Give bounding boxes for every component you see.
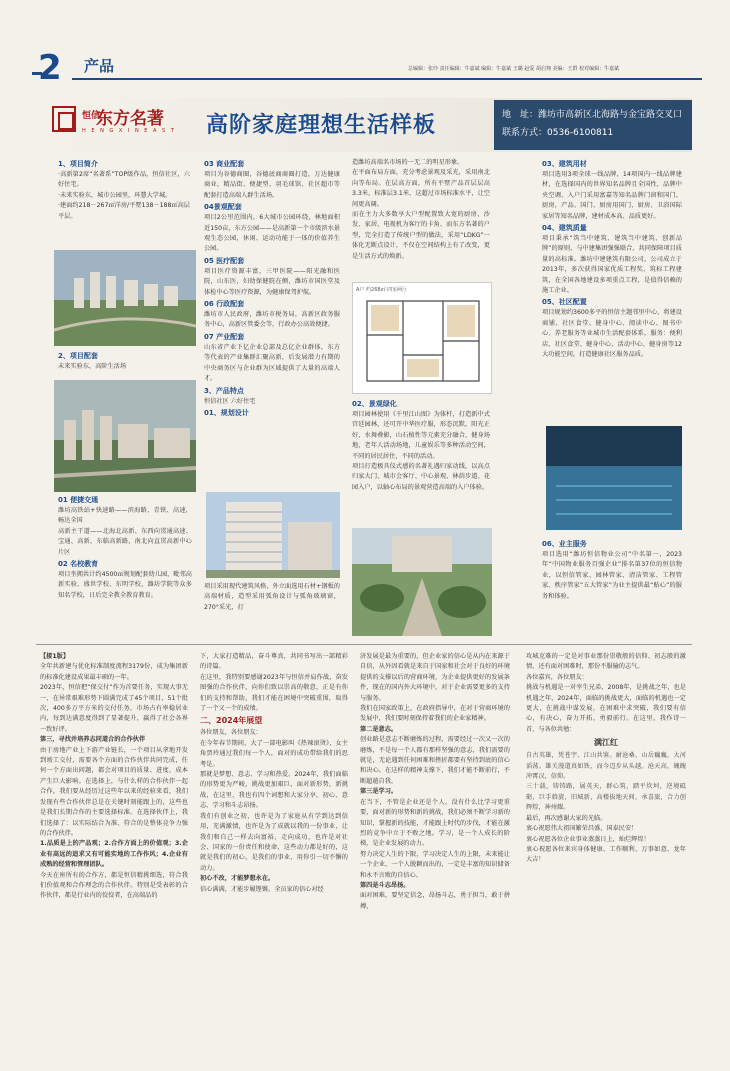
poem-title: 满江红 [594,738,618,748]
article-p22: 最后，再次感谢大家的光临。 [526,814,607,822]
industry-p: 山东省产业下亿企业总部及总亿企业群体，东方等代表的产业集群汇聚高新，后发展潜力有期的中央商务区与企业群为区域提供了大量的高端人才。 [204,343,340,383]
brand-name: 东方名著 [96,109,164,129]
heading-greening: 02、景观绿化 [352,400,397,408]
article-p5: 今天在座所有的合作方，都是恒信精挑细选，符合我们价值观和合作理念的合作伙伴。特别是受表彰的合作伙伴，都是行业内的佼佼者，在高端品的 [40,871,188,900]
col3-body-top [352,158,490,278]
article-heading-partners: 第三，寻找并培养志同道合的合作伙伴 [40,736,146,744]
col1-intro [58,158,190,248]
article-p21: 挑战与机遇是一对孪生兄弟，2008年，是挑战之年，也是机遇之年，2024年，面临的挑战更大，面临的机遇也一定更大，在挑战中谋发展，在困难中求突破，我们要有信心，有决心，奋力开拓，勇毅前行。在这里，我作诗一首，与各位共勉： [526,684,686,733]
address-line: 地 址：潍坊市高新区北海路与金宝路交叉口 [502,110,683,120]
intro-p2: ·未来实验东，城市公园里，环慧大学城。 [58,191,172,199]
aerial-photo-1 [54,250,196,346]
heading-industry: 07 产业配套 [204,332,245,341]
admin-p: 潍坊市人民政府，潍坊市税务局，高新区政务服务中心，高新区管委会等，行政办公高效便捷。 [204,311,340,329]
landscape-p: 项目2公里范围内，6大城市公园环绕，林地面积近150亩，东方公园——是高新第一个市级滨水景观生态公园，休闲、运动功能于一体的价值养生公园。 [204,214,340,253]
page-header [0,0,730,90]
article-p23: 衷心祝愿伟大祖国繁荣昌盛，国泰民安！ [526,825,638,833]
col3-p1: 造潍坊高端名市场的一无二的明星形象。 [352,159,464,166]
heading-community: 05、社区配置 [542,298,587,307]
poem-stanza-2: 三十载，铸铸路，展英天，群心筑，踏平坎坷，逆境砥砺，巨手斡旋，旧城新，高楼拔地天间，承喜旅，合力创辉煌，神州耀。 [526,783,686,812]
community-p: 项目规划约3600多平的恒信主题邻里中心，将建设商铺、社区食堂、健身中心、阅读中心、图书中心、养老服务等业城市生活配套体系，服务：便利店、社区食堂、健身中心、活动中心、健身房等12大功能空间，打造健康社区服务品质。 [542,309,682,359]
pool-photo [546,426,682,530]
article-p9: 在今年春节期间，大了一部电影叫《热辣滚烫》，女主角贾玲通过我们每一个人，面对的成功带给我们的思考是。 [200,739,348,768]
materials-p: 项目选用3项全球一线品牌，14项国内一线品牌建材，在选择国内的世界知名品牌且全国性，品牌中央空调、入户门采用富嘉等知名品牌门窗和国门、厨房，产品、国门、厨房用国门、厨房、卫浴国际家居等知名品牌，建材成本高、品质更好。 [542,171,682,220]
brand-english: H E N G X I N E A S T [82,128,176,134]
article-col1 [40,652,188,1064]
features-tagline: 恒信社区 六好住宅 [204,397,256,405]
article-p11: 我们有创业之初，也许是为了家庭从有学到达到信用，充满激情，也许是为了成就以我的一份事业，让我们和自己一样去向富裕，走向成功，也许是对社会、国家的一份责任和使命，这些动力都是好的，这就是我们的初心，是我们的事业，用你引一切不懈的动力。 [200,812,348,872]
heading-admin: 06 行政配套 [204,300,245,309]
article-col2 [200,652,348,1064]
article-p14: 我们在国家政策上，在政府指导中，在对于营商环境的发展中，我们要时刻保持着我们的企业家精神。 [360,705,510,723]
article-p7: 在这里，我特别要感谢2023年与恒信并肩作战，奋发图强的合作伙伴，向你们致以崇高的敬意，正是有你们的支持和帮助，我们才能在困境中突破重围，取得了一个又一个的成绩。 [200,673,348,713]
heading-owner-service: 06、业主服务 [542,540,587,548]
article-heading-will: 第二是意志。 [360,725,398,733]
col2-body [204,158,340,488]
continued-tag: 【接1版】 [40,653,70,660]
col3-landscape [352,398,490,526]
address-box [494,100,692,150]
quality-p: 项目秉承“筑当中建筑、建筑当中建筑、创新品牌”的原则，与中建集团强强联合，共同保障项目质量的高标准。潍坊中建建筑有限公司，公司成立于2013年，多次获得国家优质工程奖，筑标工程建筑，在全国各地建设多项重点工程，是值得信赖的施工企业。 [542,235,682,295]
col4-body [542,158,682,418]
transport-p1: 潍坊高铁站+快速路——滨海路、青铁、高速，畅达全国 [58,507,192,525]
col3-p3: 而在主力大多数享大户型配置致大宽的厨房，沙发、家居，电视机为客厅的卡角、而东方名著的户型，完全打造了传统户型的做法，采用“LDKG”一体化无断点设计，不仅在空间结构上有了改变，更是生活方式的焕新。 [352,211,490,260]
heading-materials: 03、建筑用材 [542,160,587,168]
article-p24: 衷心祝愿各位企业事业蒸蒸日上，灿烂辉煌！ [526,835,650,843]
article-p6: 下，大家打造精品，奋斗尊真，共同书写出一部精彩的诗篇。 [200,653,348,671]
article-heading-2024: 二、2024年展望 [200,716,263,726]
medical-p: 项目医疗资源丰富，三甲医院——阳光融和医院，山东医，妇幼保健院在侧，潍坊市国医堂及体检中心等医疗资源，为健康保驾护航。 [204,267,340,296]
col2-planning [204,582,340,634]
building-render-photo [206,492,340,578]
greening-p2: 项目打造极具仪式感的名著礼遇归家动线，以高点归家大门、城市会客厅、中心景观、林荫步道、花园入户，以轴心布局的景观营造高端的入户体验。 [352,463,490,491]
education-p: 项目坐拥共计约4500㎡规划配套幼儿园，毗邻高新实验、盛世学校、东明学校，潍坊学院等众多知名学校，日后完全教全教育教育。 [58,571,192,599]
planning-p: 项目采用现代建筑风格，外立面选用石材+钢板的高端材质，造型采用弧角设计与弧角玻璃窗，270°采光，打 [204,583,340,611]
article-col4 [526,652,686,1064]
heading-project-intro: 1、项目简介 [58,160,98,168]
article-p17: 努力决定人生的下限，学习决定人生的上限，未来能让一个企业，一个人脱颖而出的，一定是丰富的知识储备和永不言败的自信心。 [360,850,510,879]
amenities-tagline: 未来实验东，高阶生活场 [58,363,127,370]
heading-project-amenities: 2、项目配套 [58,352,98,360]
aerial-photo-2 [54,380,196,492]
article-heading-initial: 初心不改，才能梦想永在。 [200,875,275,883]
garden-render-photo [352,528,492,636]
phone-line: 联系方式：0536-6100811 [502,128,614,138]
section-divider [36,644,692,645]
banner-headline: 高阶家庭理想生活样板 [206,112,437,138]
poem-stanza-1: 自古英雄，凭苍宇、江山共鉴。耐沧桑、山岳巍巍，大河滔荡。雄关漫道真如铁，而今迈步从头越。沧天高，魄魄冲霄汉，信仰。 [526,752,686,781]
heading-education: 02 名校教育 [58,560,99,569]
article-p15: 创业路是意志不断磨炼的过程，需要经过一次又一次的磨炼，不是每一个人都有那样坚强的意志，我们需要的就是，无论遇到任何困难和挫折都要有坚持到底的信心和决心。在这样的精神支撑下，我们才能不断前行，不断超越自我。 [360,736,510,785]
heading-commerce: 03 商业配套 [204,160,245,168]
article-col3 [360,652,510,1064]
heading-medical: 05 医疗配套 [204,256,245,265]
article-p13: 济发展是最为重要的，但企业家的信心是从内在来源于自信，从外因看就是来自于国家和社会对于良好的环境提供的支撑以后的营商环境，为企业提供更好的发展条件，现在的国内外大环境中，对于企业需要更多的支持与服务。 [360,653,510,702]
article-p2: 2023年，恒信把“保交付”作为首要任务，实现大事无一、在异常艰难形势下圆满完成了45个项目、51个批次，400多万平方米的交付任务，市场占有率稳居业内，每到达满意度得到了显著提升，赢得了社会各界一致好评。 [40,684,188,733]
col4-service [542,538,682,634]
article-p1: 全年共新建与优化标准制度流程3179份，成为集团新的标准化建设成果最丰硕的一年。 [40,663,188,681]
article-p20: 各位嘉宾，各位朋友： [526,673,588,681]
commerce-p: 项目为谷德商圈，谷德底商商圈打造，万达健康商业，精品街、便捷型、羽毛球馆、社区超市等配套打造高端人群生活场。 [204,171,340,199]
col1-body [58,494,192,634]
heading-landscape: 04景观配套 [204,203,242,212]
heading-transport: 01 便捷交通 [58,496,99,504]
header-rule [72,78,702,80]
heading-product-features: 3、产品特点 [204,386,244,395]
article-p12: 信心满满，才能步履铿锵。全员家的信心对经 [200,885,324,893]
article-p8: 各位朋友，各位朋友： [200,729,262,737]
brand-logo-icon [52,106,76,132]
heading-planning: 01、规划设计 [204,408,249,417]
floor-plan [352,282,492,394]
heading-quality: 04、建筑质量 [542,224,587,233]
editors-line: 总编辑：张玲 责任编辑：牛嘉斌 编辑：牛嘉斌 王璐 赵爱 胡启翔 美编：王群 校对编辑：牛嘉斌 [408,66,620,72]
article-p19: 攻城克难的一定是对事业那份崇敬般的信仰、初志般的激情，还有面对困难时，那份不服输的志气。 [526,653,686,671]
article-p25: 衷心祝愿各位来宾身体健康、工作顺利、万事如意、龙年大吉！ [526,845,686,864]
greening-p1: 项目园林使用《千里江山图》为体杆，打造新中式宫廷园林，还可开中华医疗服，形态沉默，阳光正好，水舞叠影，山石植性等元素充分融合，健身场地，老年人活动场地，儿童娱乐等多种活动空间，不同的居民居住，不同的活动。 [352,411,490,460]
brand-small-label: 恒信 [82,111,101,121]
intro-p3: ·建面约218－267㎡洋房/平墅138－188㎡高层平层。 [58,202,190,220]
article-p10: 那就是梦想、意志、学习和热爱。2024年，我们面临的形势更为严峻，挑战更加艰巨，面对新形势，新挑战，在这里，我也有四个词想和大家分享，初心、意志、学习和斗志昂扬。 [200,771,348,810]
intro-p1: ·高新第2席“名著系”TOP级作品，恒信社区，六好住宅。 [58,171,190,189]
col1-amenity-head [58,350,190,380]
article-p4: 1.品质是上的产品观；2.合作方面上的价值观；3.企业有高远的追求又有可能实地的工作作风；4.企业有成熟的经营和管理团队。 [40,840,188,869]
article-heading-spirit: 第四是斗志昂扬。 [360,881,410,889]
article-heading-learning: 第三是学习。 [360,788,398,796]
section-title: 产品 [84,57,115,75]
article-p3: 由于房地产业上下游产业链长，一个项目从拿地开发到竣工交付，需要各个方面的合作伙伴共同完成，任何一个方面出问题，都会对项目的质量、进度、成本产生巨大影响。在选择上，与什么样的合作伙伴一起合作，我们要从经历过这些年以来的经验来看，我们发现有些合作伙伴总是在关键时刻能跟上的，这些也是我们长期合作的主要选择标准。在选择伙伴上，我们选择了：以实际结合为准、符合的是整体竞争力强的合作伙伴。 [40,746,188,837]
page-number: 2 [38,48,62,88]
col3-p2: 在平面布局方面，充分考虑景观及采光，采用南北向等布局。在层高方面，所有平墅产品首层层高3.3米，标准层3.1米，这超过市场标准水平，让空间更高阔。 [352,169,490,208]
article-p16: 在当下，不管是企业还是个人，没有什么比学习更重要，面对新的形势和新的挑战，我们必须不断学习新的知识，掌握新的技能，才能跟上时代的步伐，才能在激烈的竞争中立于不败之地。学习，是一个人成长的阶梯，是企业发展的动力。 [360,798,510,848]
owner-service-p: 项目选用“潍坊恒信物业公司”中名第一，2023年“中国物业服务百强企业”排名第37位的恒信物业，以恒信管家、园林管家、清洁管家、工程管家、秩序管家“五大管家”为业主提供最“贴心”的服务和体验。 [542,551,682,600]
transport-p2: 高新主干道——北海北高新、东西向贯通高速、宝通、高新，东临高新路，南北向直贯高新中心片区 [58,527,192,556]
floor-plan-label: A户 约268㎡·四室两厅 [356,287,408,293]
article-p18: 面对困难，要坚定信念，昂扬斗志，勇于担当，敢于拼搏， [360,892,510,910]
